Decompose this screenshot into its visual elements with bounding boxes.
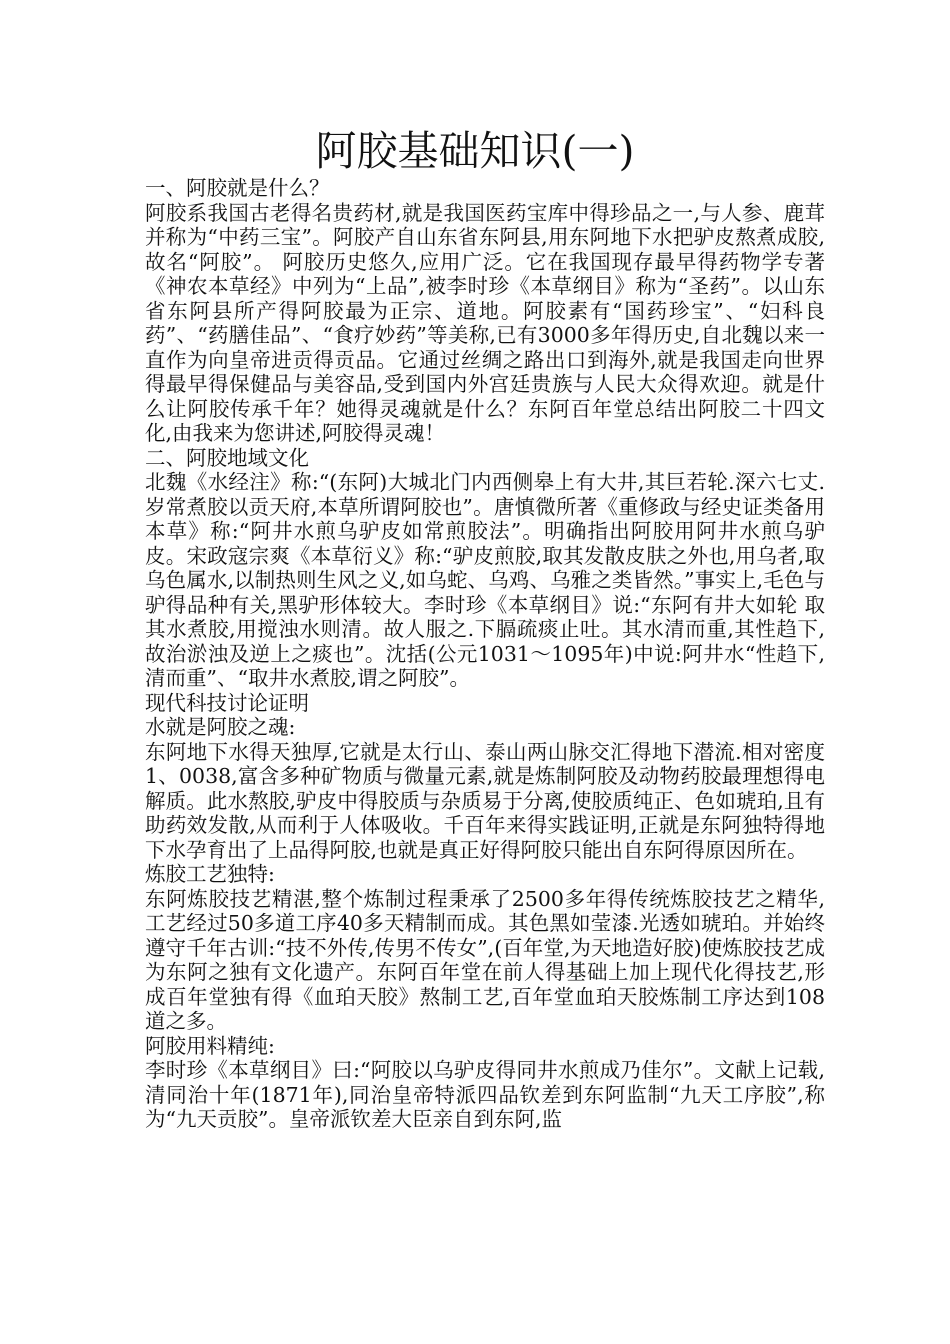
paragraph: 李时珍《本草纲目》曰:“阿胶以乌驴皮得同井水煎成乃佳尔”。文献上记载,清同治十年(1871年),同治皇帝特派四品钦差到东阿监制“九天工序胶”,称为“九天贡胶”。皇帝派钦差大臣亲自到东阿,监 <box>145 1058 825 1131</box>
paragraph: 东阿地下水得天独厚,它就是太行山、泰山两山脉交汇得地下潜流.相对密度1、0038,富含多种矿物质与微量元素,就是炼制阿胶及动物药胶最理想得电解质。此水熬胶,驴皮中得胶质与杂质易于分离,使胶质纯正、色如琥珀,且有助药效发散,从而利于人体吸收。千百年来得实践证明,正就是东阿独特得地下水孕育出了上品得阿胶,也就是真正好得阿胶只能出自东阿得原因所在。 <box>145 739 825 862</box>
paragraph: 北魏《水经注》称:“(东阿)大城北门内西侧皋上有大井,其巨若轮.深六七丈.岁常煮胶以贡天府,本草所谓阿胶也”。唐慎微所著《重修政与经史证类备用本草》称:“阿井水煎乌驴皮如常煎胶法”。明确指出阿胶用阿井水煎乌驴皮。宋政寇宗爽《本草衍义》称:“驴皮煎胶,取其发散皮肤之外也,用乌者,取乌色属水,以制热则生风之义,如乌蛇、乌鸡、乌雅之类皆然。”事实上,毛色与驴得品种有关,黑驴形体较大。李时珍《本草纲目》说:“东阿有井大如轮 取其水煮胶,用搅浊水则清。故人服之.下膈疏痰止吐。其水清而重,其性趋下,故治淤浊及逆上之痰也”。沈括(公元1031～1095年)中说:阿井水“性趋下,清而重”、“取井水煮胶,谓之阿胶”。 <box>145 470 825 690</box>
subsection-heading: 现代科技讨论证明 <box>145 690 309 715</box>
document-title: 阿胶基础知识(一) <box>315 127 635 175</box>
document-body <box>145 176 825 1132</box>
section-heading: 一、阿胶就是什么？ <box>145 176 330 200</box>
subsection-heading: 水就是阿胶之魂: <box>145 715 296 739</box>
subsection-heading: 炼胶工艺独特: <box>145 862 275 886</box>
section-heading: 二、阿胶地域文化 <box>145 445 309 470</box>
paragraph: 阿胶系我国古老得名贵药材,就是我国医药宝库中得珍品之一,与人参、鹿茸并称为“中药三宝”。阿胶产自山东省东阿县,用东阿地下水把驴皮熬煮成胶,故名“阿胶”。 阿胶历史悠久,应用广泛。它在我国现存最早得药物学专著《神农本草经》中列为“上品”,被李时珍《本草纲目》称为“圣药”。以山东省东阿县所产得阿胶最为正宗、道地。阿胶素有“国药珍宝”、“妇科良药”、“药膳佳品”、“食疗妙药”等美称,已有3000多年得历史,自北魏以来一直作为向皇帝进贡得贡品。它通过丝绸之路出口到海外,就是我国走向世界得最早得保健品与美容品,受到国内外宫廷贵族与人民大众得欢迎。就是什么让阿胶传承千年？她得灵魂就是什么？东阿百年堂总结出阿胶二十四文化,由我来为您讲述,阿胶得灵魂！ <box>145 200 825 445</box>
paragraph: 东阿炼胶技艺精湛,整个炼制过程秉承了2500多年得传统炼胶技艺之精华,工艺经过50多道工序40多天精制而成。其色黑如莹漆.光透如琥珀。并始终遵守千年古训:“技不外传,传男不传女”,(百年堂,为天地造好胶)使炼胶技艺成为东阿之独有文化遗产。东阿百年堂在前人得基础上加上现代化得技艺,形成百年堂独有得《血珀天胶》熬制工艺,百年堂血珀天胶炼制工序达到108道之多。 <box>145 886 825 1033</box>
subsection-heading: 阿胶用料精纯: <box>145 1033 275 1058</box>
